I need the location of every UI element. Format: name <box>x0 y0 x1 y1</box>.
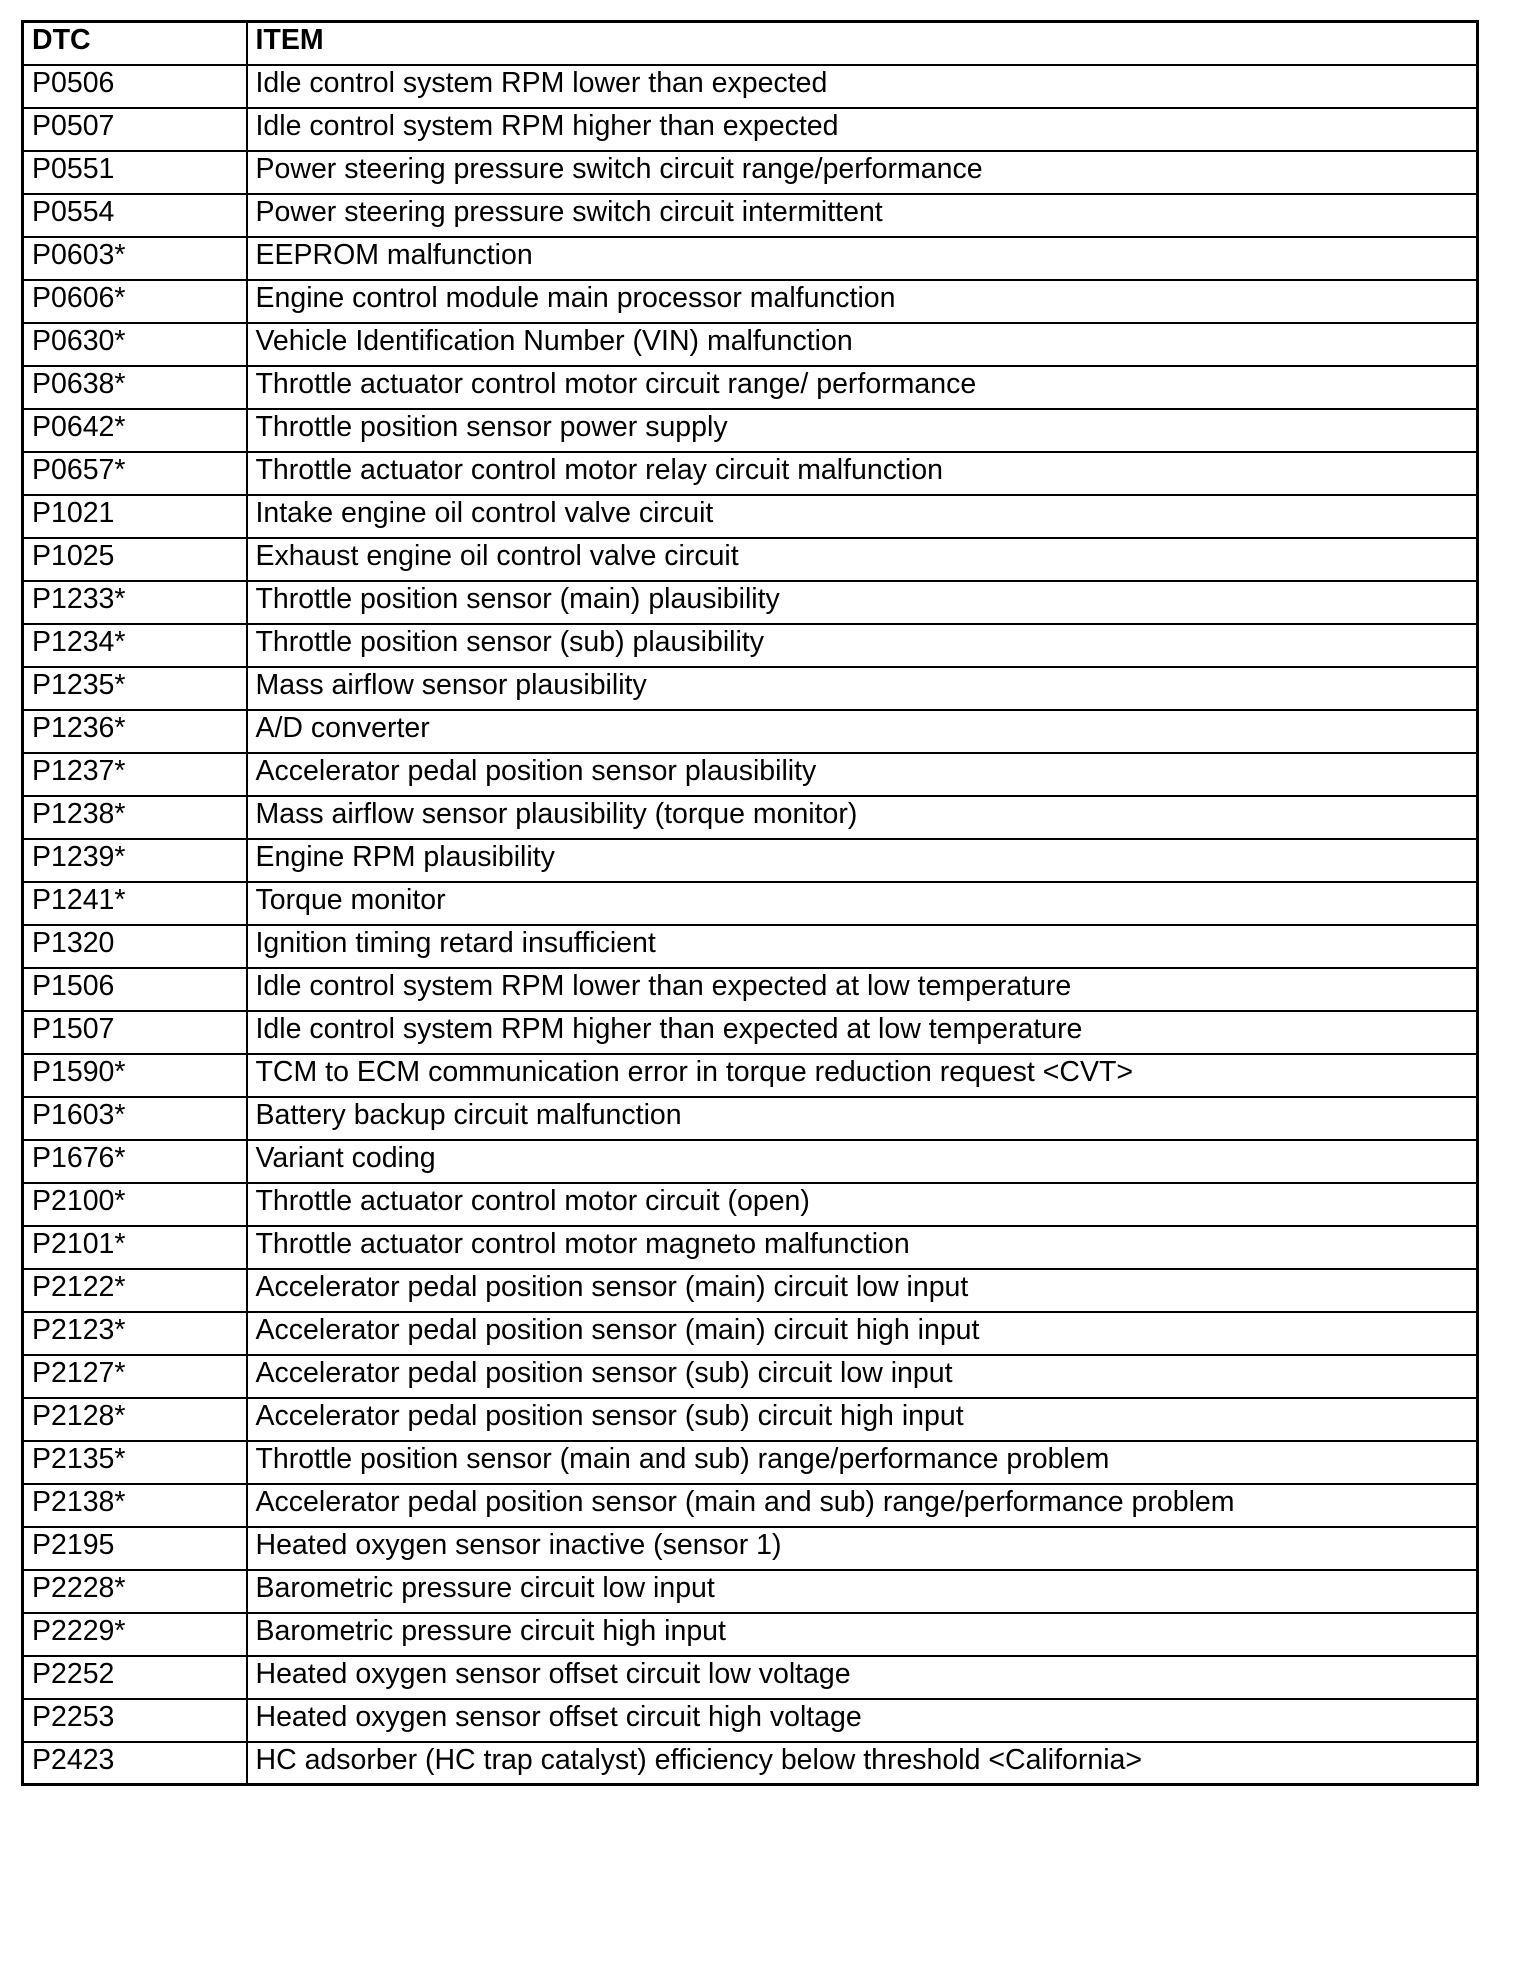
table-row <box>23 452 1478 495</box>
dtc-code-cell: P1235* <box>23 667 247 710</box>
table-row <box>23 409 1478 452</box>
dtc-item-cell: Intake engine oil control valve circuit <box>247 495 1478 538</box>
table-row <box>23 925 1478 968</box>
table-row <box>23 1484 1478 1527</box>
dtc-table <box>21 20 1479 1786</box>
table-row <box>23 1355 1478 1398</box>
dtc-item-cell: Engine RPM plausibility <box>247 839 1478 882</box>
table-row <box>23 1656 1478 1699</box>
dtc-item-cell: Accelerator pedal position sensor (sub) circuit high input <box>247 1398 1478 1441</box>
dtc-code-cell: P0657* <box>23 452 247 495</box>
dtc-item-cell: Accelerator pedal position sensor (sub) circuit low input <box>247 1355 1478 1398</box>
dtc-code-cell: P1506 <box>23 968 247 1011</box>
table-row <box>23 1699 1478 1742</box>
table-row <box>23 667 1478 710</box>
dtc-item-cell: Idle control system RPM lower than expected <box>247 65 1478 108</box>
dtc-code-cell: P1603* <box>23 1097 247 1140</box>
dtc-code-cell: P2101* <box>23 1226 247 1269</box>
dtc-code-cell: P0603* <box>23 237 247 280</box>
table-row <box>23 495 1478 538</box>
dtc-code-cell: P0506 <box>23 65 247 108</box>
dtc-item-cell: Idle control system RPM higher than expected at low temperature <box>247 1011 1478 1054</box>
table-row <box>23 753 1478 796</box>
dtc-item-cell: Barometric pressure circuit low input <box>247 1570 1478 1613</box>
dtc-item-cell: Throttle position sensor (sub) plausibility <box>247 624 1478 667</box>
dtc-item-cell: Exhaust engine oil control valve circuit <box>247 538 1478 581</box>
dtc-code-cell: P1234* <box>23 624 247 667</box>
dtc-item-cell: Throttle position sensor power supply <box>247 409 1478 452</box>
table-row <box>23 1570 1478 1613</box>
dtc-item-cell: Variant coding <box>247 1140 1478 1183</box>
dtc-item-cell: Barometric pressure circuit high input <box>247 1613 1478 1656</box>
table-row <box>23 237 1478 280</box>
table-row <box>23 1613 1478 1656</box>
table-row <box>23 1312 1478 1355</box>
table-body <box>23 65 1478 1785</box>
dtc-code-cell: P0554 <box>23 194 247 237</box>
table-row <box>23 108 1478 151</box>
dtc-code-cell: P2122* <box>23 1269 247 1312</box>
dtc-item-cell: Mass airflow sensor plausibility (torque monitor) <box>247 796 1478 839</box>
dtc-code-cell: P2195 <box>23 1527 247 1570</box>
table-row <box>23 1226 1478 1269</box>
dtc-code-cell: P1233* <box>23 581 247 624</box>
dtc-code-cell: P2228* <box>23 1570 247 1613</box>
dtc-code-cell: P2100* <box>23 1183 247 1226</box>
table-row <box>23 710 1478 753</box>
table-row <box>23 839 1478 882</box>
dtc-code-cell: P1241* <box>23 882 247 925</box>
dtc-item-cell: Engine control module main processor malfunction <box>247 280 1478 323</box>
dtc-item-cell: Power steering pressure switch circuit range/performance <box>247 151 1478 194</box>
column-header-dtc: DTC <box>23 22 247 65</box>
table-row <box>23 366 1478 409</box>
dtc-item-cell: Throttle actuator control motor relay circuit malfunction <box>247 452 1478 495</box>
dtc-item-cell: Throttle actuator control motor circuit range/ performance <box>247 366 1478 409</box>
dtc-code-cell: P1238* <box>23 796 247 839</box>
dtc-item-cell: Accelerator pedal position sensor (main) circuit low input <box>247 1269 1478 1312</box>
table-row <box>23 1742 1478 1785</box>
dtc-code-cell: P0642* <box>23 409 247 452</box>
dtc-item-cell: Heated oxygen sensor offset circuit high voltage <box>247 1699 1478 1742</box>
table-row <box>23 624 1478 667</box>
dtc-code-cell: P2123* <box>23 1312 247 1355</box>
header-row <box>23 22 1478 65</box>
dtc-code-cell: P1590* <box>23 1054 247 1097</box>
table-row <box>23 1011 1478 1054</box>
table-row <box>23 1097 1478 1140</box>
dtc-item-cell: Accelerator pedal position sensor (main) circuit high input <box>247 1312 1478 1355</box>
dtc-code-cell: P1507 <box>23 1011 247 1054</box>
dtc-code-cell: P2138* <box>23 1484 247 1527</box>
dtc-code-cell: P1025 <box>23 538 247 581</box>
dtc-item-cell: Heated oxygen sensor inactive (sensor 1) <box>247 1527 1478 1570</box>
dtc-code-cell: P2135* <box>23 1441 247 1484</box>
dtc-item-cell: Torque monitor <box>247 882 1478 925</box>
dtc-code-cell: P1237* <box>23 753 247 796</box>
table-row <box>23 581 1478 624</box>
table-header <box>23 22 1478 65</box>
dtc-item-cell: Ignition timing retard insufficient <box>247 925 1478 968</box>
table-row <box>23 1183 1478 1226</box>
dtc-item-cell: Mass airflow sensor plausibility <box>247 667 1478 710</box>
table-row <box>23 1054 1478 1097</box>
dtc-item-cell: Vehicle Identification Number (VIN) malfunction <box>247 323 1478 366</box>
dtc-item-cell: Accelerator pedal position sensor (main and sub) range/performance problem <box>247 1484 1478 1527</box>
table-row <box>23 280 1478 323</box>
dtc-item-cell: Throttle position sensor (main and sub) range/performance problem <box>247 1441 1478 1484</box>
table-row <box>23 1398 1478 1441</box>
dtc-code-cell: P1236* <box>23 710 247 753</box>
dtc-item-cell: Battery backup circuit malfunction <box>247 1097 1478 1140</box>
dtc-item-cell: Accelerator pedal position sensor plausibility <box>247 753 1478 796</box>
table-row <box>23 323 1478 366</box>
dtc-item-cell: Throttle actuator control motor circuit (open) <box>247 1183 1478 1226</box>
dtc-code-cell: P2252 <box>23 1656 247 1699</box>
table-row <box>23 538 1478 581</box>
dtc-code-cell: P0606* <box>23 280 247 323</box>
dtc-code-cell: P2253 <box>23 1699 247 1742</box>
table-row <box>23 1441 1478 1484</box>
table-row <box>23 194 1478 237</box>
table-row <box>23 796 1478 839</box>
dtc-item-cell: Throttle position sensor (main) plausibility <box>247 581 1478 624</box>
column-header-item: ITEM <box>247 22 1478 65</box>
dtc-item-cell: Heated oxygen sensor offset circuit low voltage <box>247 1656 1478 1699</box>
dtc-code-cell: P1676* <box>23 1140 247 1183</box>
dtc-code-cell: P1021 <box>23 495 247 538</box>
table-row <box>23 882 1478 925</box>
dtc-code-cell: P0507 <box>23 108 247 151</box>
dtc-item-cell: TCM to ECM communication error in torque reduction request <CVT> <box>247 1054 1478 1097</box>
dtc-code-cell: P2423 <box>23 1742 247 1785</box>
dtc-item-cell: Throttle actuator control motor magneto malfunction <box>247 1226 1478 1269</box>
dtc-code-cell: P0638* <box>23 366 247 409</box>
dtc-code-cell: P1239* <box>23 839 247 882</box>
dtc-item-cell: Idle control system RPM lower than expected at low temperature <box>247 968 1478 1011</box>
table-row <box>23 1140 1478 1183</box>
dtc-code-cell: P1320 <box>23 925 247 968</box>
dtc-item-cell: EEPROM malfunction <box>247 237 1478 280</box>
table-row <box>23 1527 1478 1570</box>
dtc-item-cell: Idle control system RPM higher than expected <box>247 108 1478 151</box>
dtc-code-cell: P2128* <box>23 1398 247 1441</box>
table-row <box>23 1269 1478 1312</box>
dtc-code-cell: P0630* <box>23 323 247 366</box>
table-row <box>23 65 1478 108</box>
dtc-code-cell: P2229* <box>23 1613 247 1656</box>
dtc-item-cell: Power steering pressure switch circuit intermittent <box>247 194 1478 237</box>
dtc-item-cell: HC adsorber (HC trap catalyst) efficiency below threshold <California> <box>247 1742 1478 1785</box>
dtc-item-cell: A/D converter <box>247 710 1478 753</box>
table-row <box>23 968 1478 1011</box>
table-row <box>23 151 1478 194</box>
dtc-code-cell: P0551 <box>23 151 247 194</box>
dtc-code-cell: P2127* <box>23 1355 247 1398</box>
